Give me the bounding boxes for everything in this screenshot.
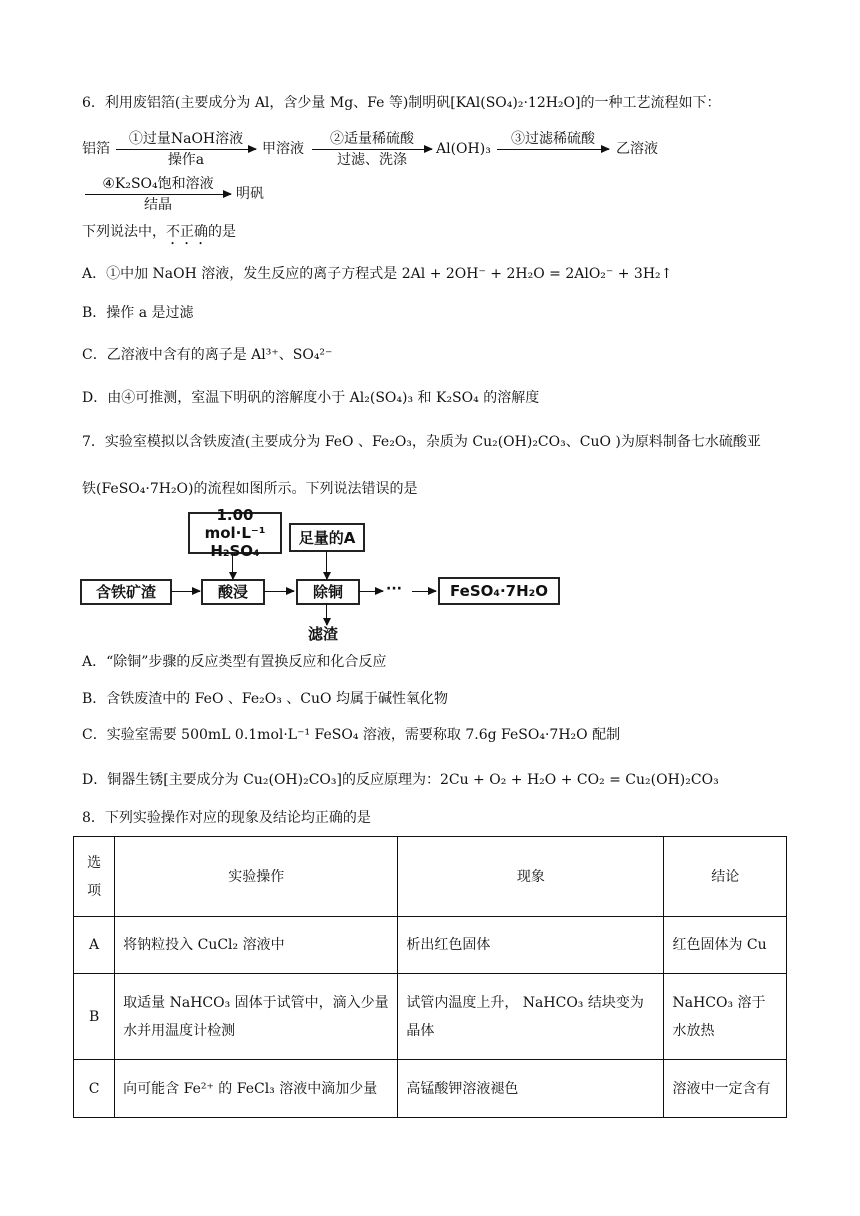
row-c-phenomenon: 高锰酸钾溶液褪色 <box>398 1060 664 1118</box>
diagram-arrow-reagent1 <box>232 552 233 579</box>
flow-product-3: 乙溶液 <box>616 141 658 157</box>
row-a-phenomenon: 析出红色固体 <box>398 917 664 974</box>
q6-option-d: D．由④可推测，室温下明矾的溶解度小于 Al₂(SO₄)₃ 和 K₂SO₄ 的溶解度 <box>82 390 540 406</box>
row-c-operation: 向可能含 Fe²⁺ 的 FeCl₃ 溶液中滴加少量 <box>115 1060 398 1118</box>
flow-start: 铝箔 <box>82 141 110 157</box>
step-raw-slag: 含铁矿渣 <box>80 579 172 605</box>
row-c-conclusion: 溶液中一定含有 <box>664 1060 787 1118</box>
diagram-arrow-3 <box>359 591 383 592</box>
header-phenomenon: 现象 <box>398 837 664 917</box>
flow-step2-operation: 过滤、洗涤 <box>337 152 407 168</box>
row-a-conclusion: 红色固体为 Cu <box>664 917 787 974</box>
flow-arrow-1 <box>116 149 256 150</box>
flow-product-1: 甲溶液 <box>262 141 304 157</box>
table-row <box>74 917 787 974</box>
q6-option-b: B．操作 a 是过滤 <box>82 305 194 321</box>
flow-step3-reagent: ③过滤稀硫酸 <box>511 131 595 147</box>
flow-step1-operation: 操作a <box>167 152 205 168</box>
step-acid-leach: 酸浸 <box>201 579 265 605</box>
reagent-formula: H₂SO₄ <box>210 542 260 560</box>
header-conclusion: 结论 <box>664 837 787 917</box>
reagent-concentration: 1.00 mol·L⁻¹ <box>204 506 266 542</box>
flow-step2-reagent: ②适量稀硫酸 <box>330 131 414 147</box>
q7-option-d: D．铜器生锈[主要成分为 Cu₂(OH)₂CO₃]的反应原理为：2Cu + O₂ + H₂O + CO₂ = Cu₂(OH)₂CO₃ <box>82 772 719 788</box>
q8-stem: 8．下列实验操作对应的现象及结论均正确的是 <box>82 810 371 826</box>
reagent-a-box: 足量的A <box>289 523 365 552</box>
q6-question-emphasis: 不正确 <box>166 224 208 240</box>
flow-product-2: Al(OH)₃ <box>436 141 491 157</box>
row-a-option: A <box>74 917 115 974</box>
table-row <box>74 974 787 1060</box>
flow-step1-reagent: ①过量NaOH溶液 <box>128 131 244 147</box>
flow-step4-operation: 结晶 <box>144 197 172 213</box>
q6-question-pre: 下列说法中， <box>82 224 166 240</box>
table-row <box>74 1060 787 1118</box>
q7-option-c: C．实验室需要 500mL 0.1mol·L⁻¹ FeSO₄ 溶液，需要称取 7.6g FeSO₄·7H₂O 配制 <box>82 727 621 743</box>
row-b-conclusion: NaHCO₃ 溶于水放热 <box>664 974 787 1060</box>
diagram-ellipsis: ··· <box>386 581 402 597</box>
row-a-operation: 将钠粒投入 CuCl₂ 溶液中 <box>115 917 398 974</box>
diagram-arrow-4 <box>412 591 436 592</box>
diagram-arrow-1 <box>171 591 200 592</box>
step-product: FeSO₄·7H₂O <box>438 577 560 605</box>
q6-option-c: C．乙溶液中含有的离子是 Al³⁺、SO₄²⁻ <box>82 347 333 363</box>
row-b-phenomenon: 试管内温度上升， NaHCO₃ 结块变为晶体 <box>398 974 664 1060</box>
diagram-arrow-waste <box>326 603 327 625</box>
diagram-arrow-reagent2 <box>326 550 327 579</box>
flow-product-4: 明矾 <box>236 186 264 202</box>
reagent-h2so4-box <box>188 506 282 560</box>
diagram-arrow-2 <box>264 591 294 592</box>
q6-stem: 6．利用废铝箔(主要成分为 Al，含少量 Mg、Fe 等)制明矾[KAl(SO₄)₂·12H₂O]的一种工艺流程如下： <box>82 95 721 111</box>
header-option: 选项 <box>74 837 115 917</box>
q6-option-a: A．①中加 NaOH 溶液，发生反应的离子方程式是 2Al + 2OH⁻ + 2H₂O = 2AlO₂⁻ + 3H₂↑ <box>82 266 673 282</box>
row-c-option: C <box>74 1060 115 1118</box>
step-remove-copper: 除铜 <box>296 579 360 605</box>
q7-option-b: B．含铁废渣中的 FeO 、Fe₂O₃ 、CuO 均属于碱性氧化物 <box>82 691 448 707</box>
q7-stem-line2: 铁(FeSO₄·7H₂O)的流程如图所示。下列说法错误的是 <box>82 481 418 497</box>
flow-arrow-3 <box>497 149 609 150</box>
q6-question-post: 的是 <box>208 224 236 240</box>
row-b-operation: 取适量 NaHCO₃ 固体于试管中，滴入少量水并用温度计检测 <box>115 974 398 1060</box>
q8-table <box>73 836 787 1118</box>
flow-step4-reagent: ④K₂SO₄饱和溶液 <box>102 176 214 192</box>
q6-question <box>82 222 236 248</box>
flow-arrow-4 <box>85 194 231 195</box>
diagram-waste: 滤渣 <box>308 625 339 643</box>
header-operation: 实验操作 <box>115 837 398 917</box>
flow-arrow-2 <box>312 149 432 150</box>
table-header-row <box>74 837 787 917</box>
q7-option-a: A．“除铜”步骤的反应类型有置换反应和化合反应 <box>82 654 387 670</box>
row-b-option: B <box>74 974 115 1060</box>
q7-stem-line1: 7．实验室模拟以含铁废渣(主要成分为 FeO 、Fe₂O₃，杂质为 Cu₂(OH)₂CO₃、CuO )为原料制备七水硫酸亚 <box>82 434 761 450</box>
